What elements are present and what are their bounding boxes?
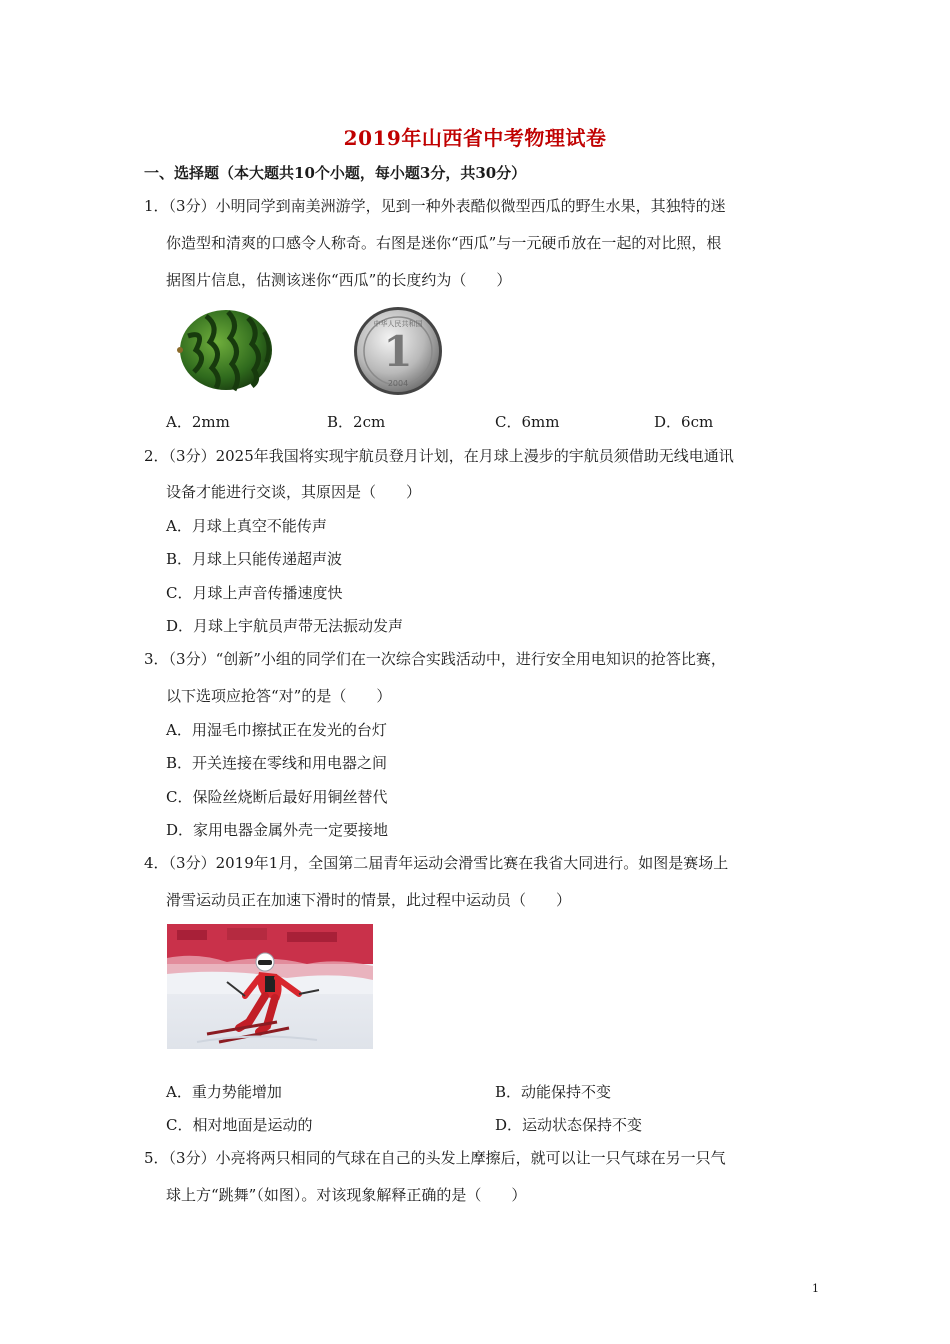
- q3-option-a: A．用湿毛巾擦拭正在发光的台灯: [166, 721, 387, 739]
- coin-denomination: 1: [383, 327, 413, 376]
- q2-line-1: 2．（3分）2025年我国将实现宇航员登月计划，在月球上漫步的宇航员须借助无线电通讯: [144, 447, 734, 465]
- q1-line-3: 据图片信息，估测该迷你“西瓜”的长度约为（ ）: [166, 271, 512, 289]
- q5-line-1: 5．（3分）小亮将两只相同的气球在自己的头发上摩擦后，就可以让一只气球在另一只气: [144, 1149, 726, 1167]
- q4-option-c: C．相对地面是运动的: [166, 1116, 313, 1134]
- q3-line-1: 3．（3分）“创新”小组的同学们在一次综合实践活动中，进行安全用电知识的抢答比赛，: [144, 650, 726, 668]
- q4-option-b: B．动能保持不变: [495, 1083, 612, 1101]
- q2-option-a: A．月球上真空不能传声: [166, 517, 327, 535]
- q4-option-a: A．重力势能增加: [166, 1083, 282, 1101]
- q2-option-d: D．月球上宇航员声带无法振动发声: [166, 617, 404, 635]
- q3-option-b: B．开关连接在零线和用电器之间: [166, 754, 388, 772]
- coin-country: 中华人民共和国: [373, 320, 423, 328]
- mini-watermelon-image: [176, 306, 276, 396]
- skier-image: [167, 924, 373, 1053]
- q1-line-2: 你造型和清爽的口感令人称奇。右图是迷你“西瓜”与一元硬币放在一起的对比照，根: [166, 234, 722, 252]
- q5-line-2: 球上方“跳舞”（如图）。对该现象解释正确的是（ ）: [166, 1186, 527, 1204]
- q4-option-d: D．运动状态保持不变: [495, 1116, 643, 1134]
- q4-line-2: 滑雪运动员正在加速下滑时的情景，此过程中运动员（ ）: [166, 891, 572, 909]
- q2-option-b: B．月球上只能传递超声波: [166, 550, 343, 568]
- q1-line-1: 1．（3分）小明同学到南美洲游学，见到一种外表酷似微型西瓜的野生水果，其独特的迷: [144, 197, 726, 215]
- q4-line-1: 4．（3分）2019年1月，全国第二届青年运动会滑雪比赛在我省大同进行。如图是赛场上: [144, 854, 729, 872]
- q2-option-c: C．月球上声音传播速度快: [166, 584, 343, 602]
- q2-line-2: 设备才能进行交谈，其原因是（ ）: [166, 483, 422, 501]
- page-title: 2019年山西省中考物理试卷: [343, 126, 607, 150]
- page-number: 1: [812, 1282, 819, 1295]
- q3-line-2: 以下选项应抢答“对”的是（ ）: [166, 687, 392, 705]
- q1-option-a: A．2mm: [166, 413, 230, 431]
- q3-option-c: C．保险丝烧断后最好用铜丝替代: [166, 788, 388, 806]
- q1-option-d: D．6cm: [654, 413, 714, 431]
- one-yuan-coin-image: [352, 306, 444, 400]
- coin-year: 2004: [387, 379, 409, 388]
- section-heading: 一、选择题（本大题共10个小题，每小题3分，共30分）: [144, 164, 527, 182]
- q1-option-c: C．6mm: [495, 413, 560, 431]
- q1-option-b: B．2cm: [327, 413, 386, 431]
- q3-option-d: D．家用电器金属外壳一定要接地: [166, 821, 389, 839]
